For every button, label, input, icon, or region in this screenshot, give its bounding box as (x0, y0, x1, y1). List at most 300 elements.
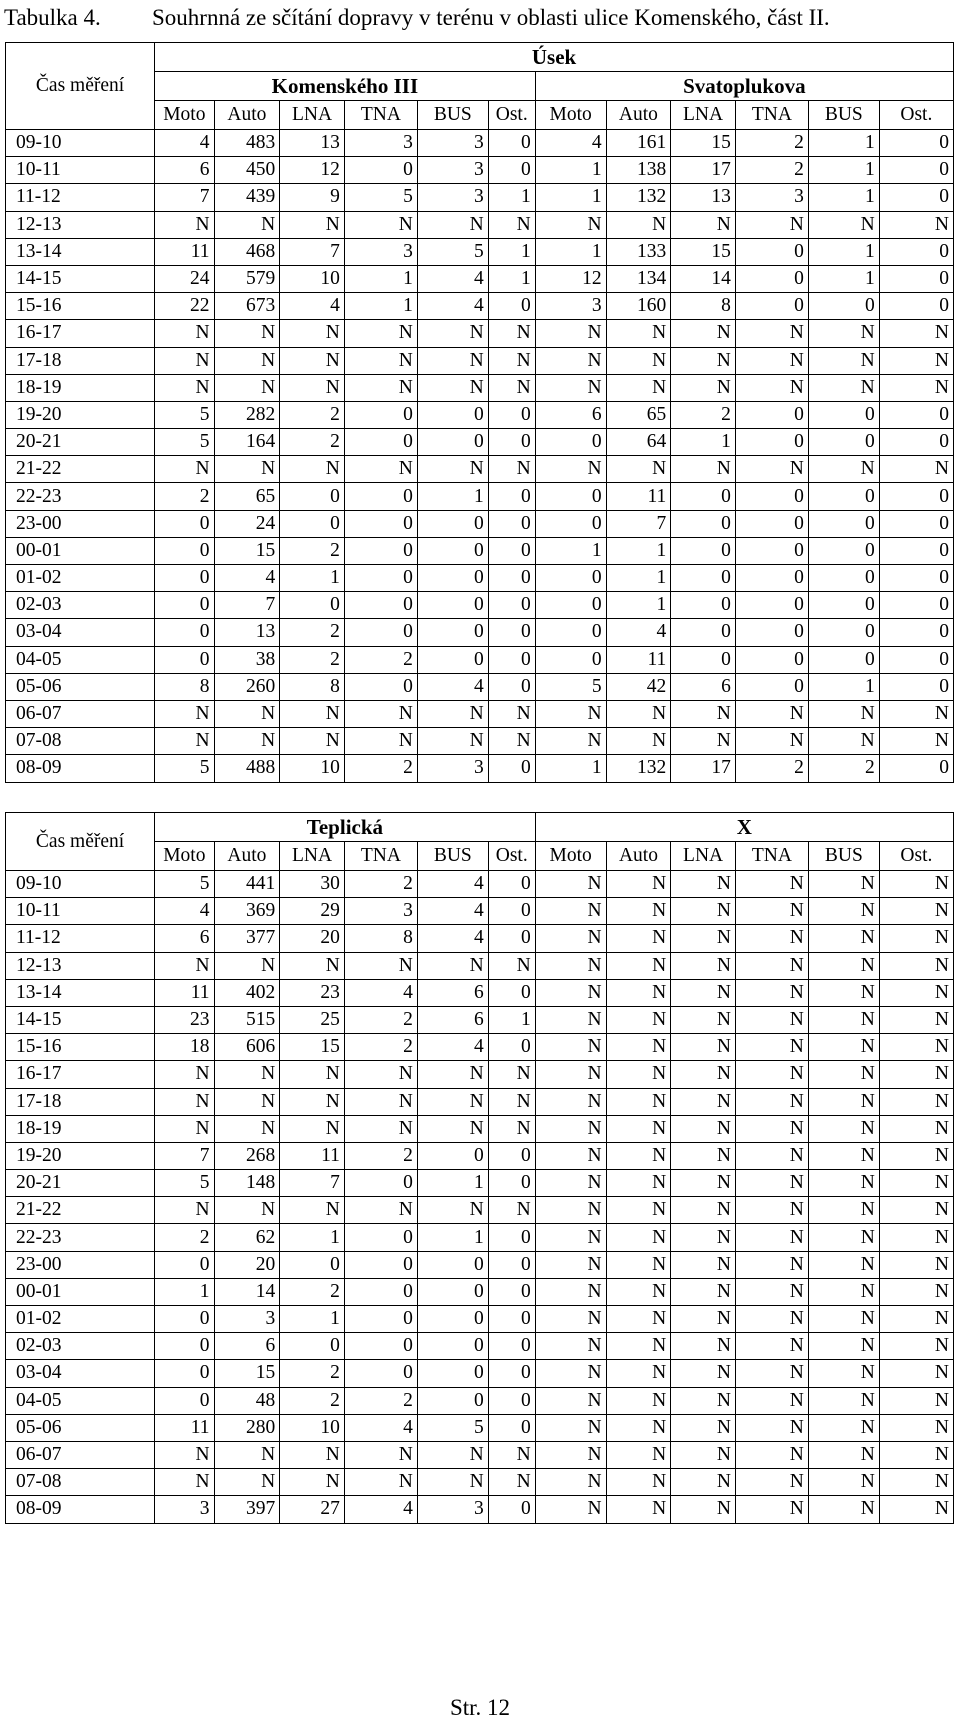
value-cell: N (606, 1088, 671, 1115)
table-row (6, 1170, 954, 1197)
value-cell: N (735, 374, 808, 401)
value-cell: 1 (488, 238, 535, 265)
value-cell: N (606, 1061, 671, 1088)
value-cell: 0 (735, 265, 808, 292)
table-row (6, 673, 954, 700)
value-cell: 1 (280, 1306, 345, 1333)
value-cell: 0 (155, 1306, 214, 1333)
time-cell: 06-07 (6, 1441, 155, 1468)
table-row (6, 1441, 954, 1468)
table-row (6, 238, 954, 265)
value-cell: 0 (735, 293, 808, 320)
value-cell: 6 (535, 401, 606, 428)
time-cell: 05-06 (6, 673, 155, 700)
value-cell: N (214, 456, 280, 483)
value-cell: N (214, 320, 280, 347)
value-cell: N (535, 1306, 606, 1333)
table-body-part-2 (6, 871, 954, 1524)
value-cell: 0 (808, 401, 879, 428)
value-cell: 7 (280, 238, 345, 265)
value-cell: 280 (214, 1414, 280, 1441)
value-cell: N (671, 700, 736, 727)
time-cell: 08-09 (6, 1496, 155, 1523)
value-cell: 5 (155, 429, 214, 456)
value-cell: 4 (344, 1496, 417, 1523)
value-cell: 0 (808, 646, 879, 673)
time-cell: 02-03 (6, 1333, 155, 1360)
value-cell: 0 (488, 592, 535, 619)
column-header: TNA (735, 101, 808, 130)
value-cell: N (808, 728, 879, 755)
value-cell: 161 (606, 130, 671, 157)
value-cell: 29 (280, 898, 345, 925)
value-cell: N (879, 1115, 953, 1142)
value-cell: N (214, 1061, 280, 1088)
value-cell: 0 (417, 1142, 488, 1169)
value-cell: N (214, 1088, 280, 1115)
column-header: TNA (344, 842, 417, 871)
value-cell: 2 (280, 401, 345, 428)
time-cell: 10-11 (6, 898, 155, 925)
value-cell: 11 (606, 646, 671, 673)
value-cell: 3 (344, 898, 417, 925)
value-cell: 2 (735, 130, 808, 157)
value-cell: 6 (671, 673, 736, 700)
column-header: Moto (155, 101, 214, 130)
value-cell: N (344, 1441, 417, 1468)
value-cell: 0 (535, 565, 606, 592)
value-cell: 268 (214, 1142, 280, 1169)
value-cell: 4 (344, 1414, 417, 1441)
value-cell: 6 (214, 1333, 280, 1360)
value-cell: 0 (488, 510, 535, 537)
value-cell: N (808, 1360, 879, 1387)
value-cell: 0 (879, 537, 953, 564)
value-cell: 3 (155, 1496, 214, 1523)
time-cell: 03-04 (6, 1360, 155, 1387)
column-header: Ost. (879, 842, 953, 871)
value-cell: 1 (808, 265, 879, 292)
value-cell: 38 (214, 646, 280, 673)
value-cell: 0 (735, 510, 808, 537)
value-cell: 0 (344, 1306, 417, 1333)
value-cell: 5 (155, 1170, 214, 1197)
value-cell: N (488, 952, 535, 979)
value-cell: N (280, 728, 345, 755)
section-header-komenskeho: Komenského III (155, 72, 536, 101)
value-cell: 0 (488, 673, 535, 700)
value-cell: 138 (606, 157, 671, 184)
value-cell: 2 (344, 1142, 417, 1169)
value-cell: N (808, 1387, 879, 1414)
value-cell: 1 (606, 565, 671, 592)
value-cell: N (671, 456, 736, 483)
table-row (6, 1414, 954, 1441)
value-cell: N (671, 1387, 736, 1414)
value-cell: N (155, 1197, 214, 1224)
value-cell: N (879, 1496, 953, 1523)
value-cell: N (735, 1224, 808, 1251)
value-cell: N (879, 1360, 953, 1387)
value-cell: 0 (155, 565, 214, 592)
value-cell: N (488, 1197, 535, 1224)
value-cell: 14 (671, 265, 736, 292)
value-cell: N (735, 1360, 808, 1387)
value-cell: 0 (344, 483, 417, 510)
value-cell: N (879, 1278, 953, 1305)
table-row (6, 429, 954, 456)
value-cell: 10 (280, 755, 345, 782)
value-cell: N (488, 1088, 535, 1115)
table-row (6, 619, 954, 646)
value-cell: N (808, 1006, 879, 1033)
value-cell: 0 (879, 265, 953, 292)
value-cell: 1 (535, 755, 606, 782)
value-cell: 0 (155, 1251, 214, 1278)
value-cell: 2 (671, 401, 736, 428)
value-cell: N (808, 952, 879, 979)
value-cell: N (879, 1061, 953, 1088)
column-header: Ost. (488, 101, 535, 130)
value-cell: N (280, 320, 345, 347)
time-cell: 23-00 (6, 1251, 155, 1278)
value-cell: 18 (155, 1034, 214, 1061)
value-cell: N (808, 1469, 879, 1496)
value-cell: N (606, 1170, 671, 1197)
value-cell: 0 (808, 537, 879, 564)
table-row (6, 979, 954, 1006)
value-cell: 7 (155, 1142, 214, 1169)
value-cell: N (535, 320, 606, 347)
value-cell: N (808, 1197, 879, 1224)
value-cell: N (808, 1306, 879, 1333)
value-cell: 0 (535, 510, 606, 537)
value-cell: N (879, 898, 953, 925)
table-row (6, 401, 954, 428)
value-cell: N (808, 871, 879, 898)
traffic-table-part-1 (5, 42, 954, 783)
value-cell: N (280, 1197, 345, 1224)
value-cell: N (214, 1441, 280, 1468)
value-cell: 0 (671, 537, 736, 564)
time-cell: 00-01 (6, 1278, 155, 1305)
value-cell: N (808, 1224, 879, 1251)
value-cell: N (344, 347, 417, 374)
value-cell: N (606, 1142, 671, 1169)
time-cell: 14-15 (6, 265, 155, 292)
value-cell: 0 (488, 925, 535, 952)
time-cell: 20-21 (6, 429, 155, 456)
value-cell: 579 (214, 265, 280, 292)
value-cell: N (808, 1034, 879, 1061)
table-row (6, 700, 954, 727)
time-cell: 11-12 (6, 184, 155, 211)
value-cell: 2 (280, 429, 345, 456)
value-cell: N (535, 871, 606, 898)
table-row (6, 728, 954, 755)
value-cell: 8 (344, 925, 417, 952)
value-cell: 13 (671, 184, 736, 211)
value-cell: 606 (214, 1034, 280, 1061)
time-cell: 12-13 (6, 952, 155, 979)
value-cell: N (344, 320, 417, 347)
value-cell: 6 (417, 1006, 488, 1033)
value-cell: 0 (879, 755, 953, 782)
value-cell: 1 (671, 429, 736, 456)
column-header: Moto (155, 842, 214, 871)
value-cell: 27 (280, 1496, 345, 1523)
value-cell: N (606, 1496, 671, 1523)
time-cell: 09-10 (6, 871, 155, 898)
value-cell: 0 (535, 619, 606, 646)
value-cell: 0 (488, 1142, 535, 1169)
value-cell: 0 (280, 592, 345, 619)
value-cell: N (735, 1088, 808, 1115)
value-cell: 48 (214, 1387, 280, 1414)
value-cell: N (879, 728, 953, 755)
table-row (6, 1387, 954, 1414)
value-cell: N (417, 728, 488, 755)
value-cell: N (417, 1061, 488, 1088)
value-cell: N (879, 1306, 953, 1333)
value-cell: N (671, 1224, 736, 1251)
value-cell: 0 (735, 673, 808, 700)
value-cell: 8 (280, 673, 345, 700)
value-cell: N (671, 925, 736, 952)
value-cell: 483 (214, 130, 280, 157)
value-cell: N (735, 1142, 808, 1169)
value-cell: 4 (344, 979, 417, 1006)
table-row (6, 592, 954, 619)
value-cell: 3 (417, 157, 488, 184)
value-cell: 3 (417, 755, 488, 782)
value-cell: 2 (344, 871, 417, 898)
column-header: Ost. (879, 101, 953, 130)
value-cell: 7 (155, 184, 214, 211)
value-cell: 0 (808, 565, 879, 592)
value-cell: 0 (488, 1251, 535, 1278)
value-cell: 64 (606, 429, 671, 456)
value-cell: 515 (214, 1006, 280, 1033)
value-cell: 2 (280, 646, 345, 673)
value-cell: N (879, 979, 953, 1006)
value-cell: N (488, 1469, 535, 1496)
time-cell: 06-07 (6, 700, 155, 727)
time-cell: 04-05 (6, 1387, 155, 1414)
value-cell: 4 (417, 925, 488, 952)
value-cell: N (417, 952, 488, 979)
value-cell: N (879, 1197, 953, 1224)
value-cell: 0 (155, 1360, 214, 1387)
value-cell: N (735, 1061, 808, 1088)
value-cell: 10 (280, 265, 345, 292)
column-header: Moto (535, 101, 606, 130)
value-cell: N (214, 952, 280, 979)
value-cell: 0 (344, 673, 417, 700)
value-cell: N (671, 952, 736, 979)
value-cell: N (488, 347, 535, 374)
value-cell: N (214, 728, 280, 755)
time-cell: 03-04 (6, 619, 155, 646)
time-cell: 18-19 (6, 1115, 155, 1142)
value-cell: N (535, 700, 606, 727)
value-cell: N (535, 1224, 606, 1251)
value-cell: N (280, 952, 345, 979)
value-cell: N (214, 1197, 280, 1224)
value-cell: N (280, 211, 345, 238)
value-cell: 0 (417, 1251, 488, 1278)
value-cell: 468 (214, 238, 280, 265)
value-cell: N (671, 374, 736, 401)
value-cell: 1 (808, 673, 879, 700)
value-cell: 488 (214, 755, 280, 782)
value-cell: 0 (879, 592, 953, 619)
value-cell: 0 (280, 510, 345, 537)
value-cell: 4 (280, 293, 345, 320)
value-cell: 1 (606, 537, 671, 564)
table-row (6, 1142, 954, 1169)
value-cell: 0 (488, 979, 535, 1006)
value-cell: 0 (488, 1360, 535, 1387)
value-cell: 0 (808, 429, 879, 456)
value-cell: 0 (879, 510, 953, 537)
value-cell: 0 (417, 592, 488, 619)
value-cell: 5 (155, 755, 214, 782)
value-cell: 0 (879, 429, 953, 456)
value-cell: 0 (280, 1333, 345, 1360)
value-cell: 0 (488, 871, 535, 898)
value-cell: N (417, 374, 488, 401)
value-cell: N (879, 211, 953, 238)
value-cell: N (671, 1006, 736, 1033)
page-number: Str. 12 (449, 1695, 511, 1720)
value-cell: N (344, 1088, 417, 1115)
value-cell: N (735, 1034, 808, 1061)
value-cell: N (879, 871, 953, 898)
table-row (6, 1251, 954, 1278)
value-cell: 4 (535, 130, 606, 157)
value-cell: 0 (735, 646, 808, 673)
value-cell: 134 (606, 265, 671, 292)
value-cell: 0 (417, 401, 488, 428)
value-cell: 2 (280, 1387, 345, 1414)
value-cell: 7 (280, 1170, 345, 1197)
value-cell: N (488, 1441, 535, 1468)
value-cell: 0 (344, 510, 417, 537)
caption-label: Tabulka 4. (4, 5, 101, 30)
time-cell: 10-11 (6, 157, 155, 184)
table-row (6, 130, 954, 157)
value-cell: 0 (735, 401, 808, 428)
value-cell: 0 (879, 401, 953, 428)
value-cell: N (671, 1251, 736, 1278)
value-cell: N (535, 925, 606, 952)
table-row (6, 871, 954, 898)
value-cell: N (344, 728, 417, 755)
column-header: Auto (214, 842, 280, 871)
value-cell: N (735, 1006, 808, 1033)
value-cell: 7 (606, 510, 671, 537)
value-cell: 11 (155, 1414, 214, 1441)
value-cell: 164 (214, 429, 280, 456)
table-row (6, 293, 954, 320)
value-cell: N (535, 728, 606, 755)
table-row (6, 157, 954, 184)
value-cell: 25 (280, 1006, 345, 1033)
value-cell: 3 (417, 130, 488, 157)
value-cell: N (535, 1333, 606, 1360)
value-cell: 0 (879, 293, 953, 320)
value-cell: N (417, 700, 488, 727)
value-cell: 4 (417, 871, 488, 898)
value-cell: N (671, 1414, 736, 1441)
value-cell: N (214, 1469, 280, 1496)
table-row (6, 374, 954, 401)
value-cell: 2 (280, 1278, 345, 1305)
value-cell: 0 (735, 565, 808, 592)
value-cell: N (671, 1306, 736, 1333)
value-cell: N (606, 1306, 671, 1333)
time-cell: 16-17 (6, 1061, 155, 1088)
value-cell: 11 (606, 483, 671, 510)
value-cell: N (735, 1414, 808, 1441)
value-cell: 5 (535, 673, 606, 700)
value-cell: 2 (344, 1387, 417, 1414)
table-row (6, 1034, 954, 1061)
value-cell: N (879, 1441, 953, 1468)
value-cell: N (280, 1088, 345, 1115)
value-cell: 0 (808, 483, 879, 510)
value-cell: 3 (344, 238, 417, 265)
value-cell: N (735, 456, 808, 483)
value-cell: 1 (535, 238, 606, 265)
value-cell: 15 (671, 130, 736, 157)
value-cell: 0 (735, 592, 808, 619)
caption-title: Souhrnná ze sčítání dopravy v terénu v oblasti ulice Komenského, část II. (152, 5, 830, 30)
value-cell: N (671, 1360, 736, 1387)
section-header-x: X (535, 813, 953, 842)
value-cell: 62 (214, 1224, 280, 1251)
value-cell: 0 (488, 619, 535, 646)
value-cell: N (535, 1387, 606, 1414)
value-cell: 3 (344, 130, 417, 157)
value-cell: 0 (344, 429, 417, 456)
value-cell: 0 (417, 646, 488, 673)
value-cell: N (808, 1115, 879, 1142)
time-cell: 22-23 (6, 483, 155, 510)
value-cell: N (606, 952, 671, 979)
value-cell: 0 (879, 130, 953, 157)
value-cell: N (671, 1170, 736, 1197)
value-cell: 1 (417, 1224, 488, 1251)
value-cell: 0 (417, 619, 488, 646)
time-cell: 09-10 (6, 130, 155, 157)
value-cell: 377 (214, 925, 280, 952)
value-cell: N (808, 1061, 879, 1088)
table-row (6, 483, 954, 510)
time-cell: 23-00 (6, 510, 155, 537)
time-cell: 11-12 (6, 925, 155, 952)
column-header: BUS (808, 842, 879, 871)
value-cell: 8 (155, 673, 214, 700)
value-cell: N (879, 1224, 953, 1251)
value-cell: N (879, 1251, 953, 1278)
value-cell: 1 (808, 130, 879, 157)
value-cell: 2 (735, 755, 808, 782)
time-cell: 12-13 (6, 211, 155, 238)
value-cell: N (155, 1061, 214, 1088)
table-row (6, 347, 954, 374)
